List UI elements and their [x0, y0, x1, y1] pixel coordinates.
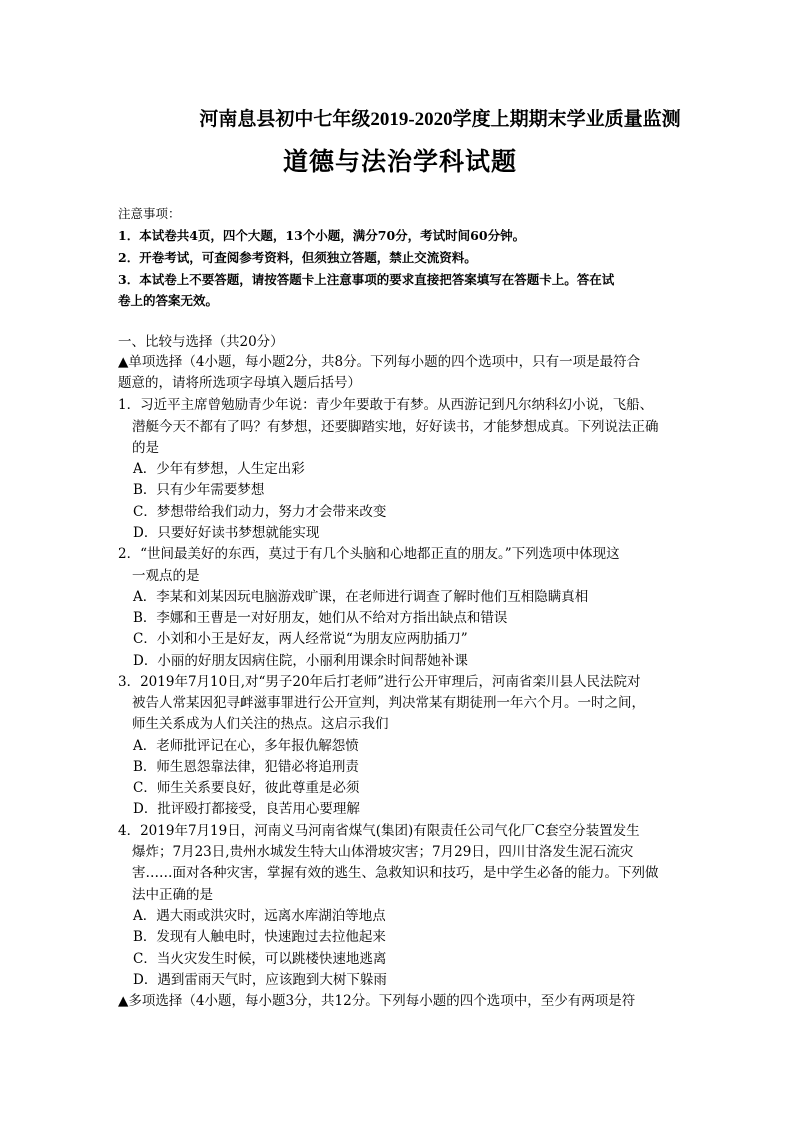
question-stem: 1．习近平主席曾勉励青少年说：青少年要敢于有梦。从西游记到凡尔纳科幻小说，飞船、	[118, 397, 654, 413]
question-stem: 3．2019年7月10日,对“男子20年后打老师”进行公开审理后，河南省栾川县人民法院对	[118, 674, 641, 690]
question-stem: 师生关系成为人们关注的热点。这启示我们	[132, 716, 389, 732]
exam-subject-title: 道德与法治学科试题	[282, 147, 517, 176]
answer-option: D．只要好好读书梦想就能实现	[133, 525, 320, 541]
answer-option: C．当火灾发生时候，可以跳楼快速地逃离	[133, 951, 387, 967]
question-stem: 4．2019年7月19日，河南义马河南省煤气(集团)有限责任公司气化厂C套空分装置发生	[118, 823, 640, 839]
question-stem: 一观点的是	[132, 568, 200, 584]
question-stem: 潜艇今天不都有了吗？有梦想，还要脚踏实地，好好读书，才能梦想成真。下列说法正确	[132, 419, 659, 435]
single-choice-intro: 题意的，请将所选项字母填入题后括号）	[118, 375, 361, 391]
notice-heading: 注意事项：	[118, 206, 181, 221]
answer-option: B．只有少年需要梦想	[133, 482, 265, 498]
notice-item: 3．本试卷上不要答题，请按答题卡上注意事项的要求直接把答案填写在答题卡上。答在试	[118, 272, 615, 287]
multi-choice-intro: ▲多项选择（4小题，每小题3分，共12分。下列每小题的四个选项中，至少有两项是符	[118, 993, 636, 1009]
notice-item: 卷上的答案无效。	[118, 293, 219, 308]
question-stem: 的是	[132, 440, 159, 456]
section-heading: 一、比较与选择（共20分）	[118, 334, 284, 350]
answer-option: A．李某和刘某因玩电脑游戏旷课，在老师进行调查了解时他们互相隐瞒真相	[133, 589, 589, 605]
question-stem: 2．“世间最美好的东西，莫过于有几个头脑和心地都正直的朋友。”下列选项中体现这	[118, 546, 620, 562]
answer-option: C．小刘和小王是好友，两人经常说“为朋友应两肋插刀”	[133, 631, 468, 647]
notice-item: 1．本试卷共4页，四个大题，13个小题，满分70分，考试时间60分钟。	[118, 228, 526, 243]
answer-option: B．李娜和王曹是一对好朋友，她们从不给对方指出缺点和错误	[133, 610, 508, 626]
answer-option: A．少年有梦想，人生定出彩	[133, 461, 305, 477]
answer-option: D．小丽的好朋友因病住院，小丽利用课余时间帮她补课	[133, 653, 468, 669]
single-choice-intro: ▲单项选择（4小题，每小题2分，共8分。下列每小题的四个选项中，只有一项是最符合	[118, 354, 641, 370]
notice-item: 2．开卷考试，可查阅参考资料，但须独立答题，禁止交流资料。	[118, 250, 477, 265]
question-stem: 法中正确的是	[132, 887, 213, 903]
question-stem: 害……面对各种灾害，掌握有效的逃生、急救知识和技巧，是中学生必备的能力。下列做	[132, 865, 659, 881]
question-stem: 爆炸；7月23日,贵州水城发生特大山体滑坡灾害；7月29日，四川甘洛发生泥石流灾	[132, 844, 634, 860]
answer-option: D．批评殴打都接受，良苦用心要理解	[133, 801, 360, 817]
answer-option: B．发现有人触电时，快速跑过去拉他起来	[133, 929, 386, 945]
answer-option: B．师生恩怨靠法律，犯错必将追刑责	[133, 759, 359, 775]
exam-title: 河南息县初中七年级2019-2020学度上期期末学业质量监测	[199, 109, 681, 130]
answer-option: A．遇大雨或洪灾时，远离水库湖泊等地点	[133, 908, 386, 924]
answer-option: D．遇到雷雨天气时，应该跑到大树下躲雨	[133, 972, 387, 988]
answer-option: C．师生关系要良好，彼此尊重是必须	[133, 780, 360, 796]
answer-option: C．梦想带给我们动力，努力才会带来改变	[133, 504, 387, 520]
question-stem: 被告人常某因犯寻衅滋事罪进行公开宣判，判决常某有期徒刑一年六个月。一时之间，	[132, 695, 645, 711]
answer-option: A．老师批评记在心，多年报仇解怨愤	[133, 738, 359, 754]
